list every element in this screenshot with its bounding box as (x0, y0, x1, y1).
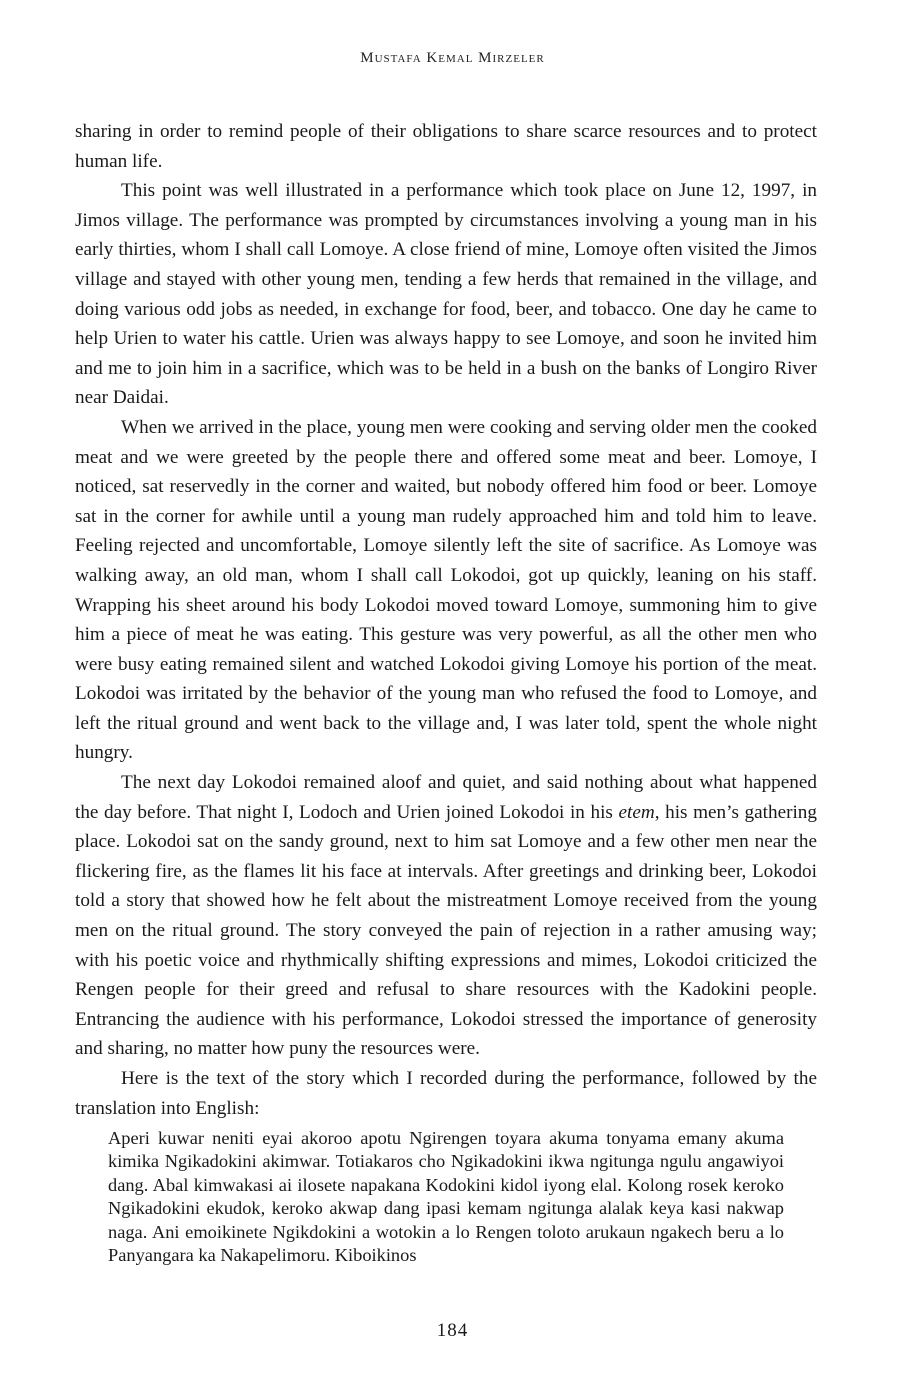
paragraph-etem-before: The next day Lokodoi remained aloof and quiet, and said nothing about what happened the day before. That night I, Lodoch and Urien joined Lokodoi in his (75, 772, 817, 823)
story-extract (108, 1127, 784, 1267)
running-head: Mustafa Kemal Mirzeler (360, 50, 545, 66)
page-number: 184 (436, 1320, 469, 1341)
paragraph-etem-after: , his men’s gathering place. Lokodoi sat on the sandy ground, next to him sat Lomoye and a few other men near the flickering fire, as the flames lit his face at intervals. After greetings and drinking beer, Lokodoi told a story that showed how he felt about the mistreatment Lomoye received from the young men on the ritual ground. The story conveyed the pain of rejection in a rather amusing way; with his poetic voice and rhythmically shifting expressions and mimes, Lokodoi criticized the Rengen people for their greed and refusal to share resources with the Kadokini people. Entrancing the audience with his performance, Lokodoi stressed the importance of generosity and sharing, no matter how puny the resources were. (75, 801, 817, 1060)
extract-text: Aperi kuwar neniti eyai akoroo apotu Ngirengen toyara akuma tonyama emany akuma kimika Ngikadokini akimwar. Totiakaros cho Ngikadokini ikwa ngitunga ngulu angawiyoi dang. Abal kimwakasi ai ilosete napakana Kodokini kidol iyong elal. Kolong rosek keroko Ngikadokini ekudok, keroko akwap dang ipasi kemam ngitunga alalak keya kasi nakwap naga. Ani emoikinete Ngikdokini a wotokin a lo Rengen toloto arukaun ngakech beru a lo Panyangara ka Nakapelimoru. Kiboikinos (108, 1128, 784, 1266)
paragraph-sacrifice: When we arrived in the place, young men were cooking and serving older men the cooked meat and we were greeted by the people there and offered some meat and beer. Lomoye, I noticed, sat reservedly in the corner and waited, but nobody offered him food or beer. Lomoye sat in the corner for awhile until a young man rudely approached him and told him to leave. Feeling rejected and uncomfortable, Lomoye silently left the site of sacrifice. As Lomoye was walking away, an old man, whom I shall call Lokodoi, got up quickly, leaning on his staff. Wrapping his sheet around his body Lokodoi moved toward Lomoye, summoning him to give him a piece of meat he was eating. This gesture was very powerful, as all the other men who were busy eating remained silent and watched Lokodoi giving Lomoye his portion of the meat. Lokodoi was irritated by the behavior of the young man who refused the food to Lomoye, and left the ritual ground and went back to the village and, I was later told, spent the whole night hungry. (75, 416, 817, 764)
term-etem: etem (618, 801, 655, 823)
paragraph-performance: This point was well illustrated in a performance which took place on June 12, 1997, in Jimos village. The performance was prompted by circumstances involving a young man in his early thirties, whom I shall call Lomoye. A close friend of mine, Lomoye often visited the Jimos village and stayed with other young men, tending a few herds that remained in the village, and doing various odd jobs as needed, in exchange for food, beer, and tobacco. One day he came to help Urien to water his cattle. Urien was always happy to see Lomoye, and soon he invited him and me to join him in a sacrifice, which was to be held in a bush on the banks of Longiro River near Daidai. (75, 180, 817, 409)
body-text (75, 117, 817, 1123)
paragraph-etem (75, 768, 817, 1064)
paragraph-continued: sharing in order to remind people of their obligations to share scarce resources and to protect human life. (75, 121, 817, 172)
paragraph-intro: Here is the text of the story which I recorded during the performance, followed by the translation into English: (75, 1068, 817, 1119)
